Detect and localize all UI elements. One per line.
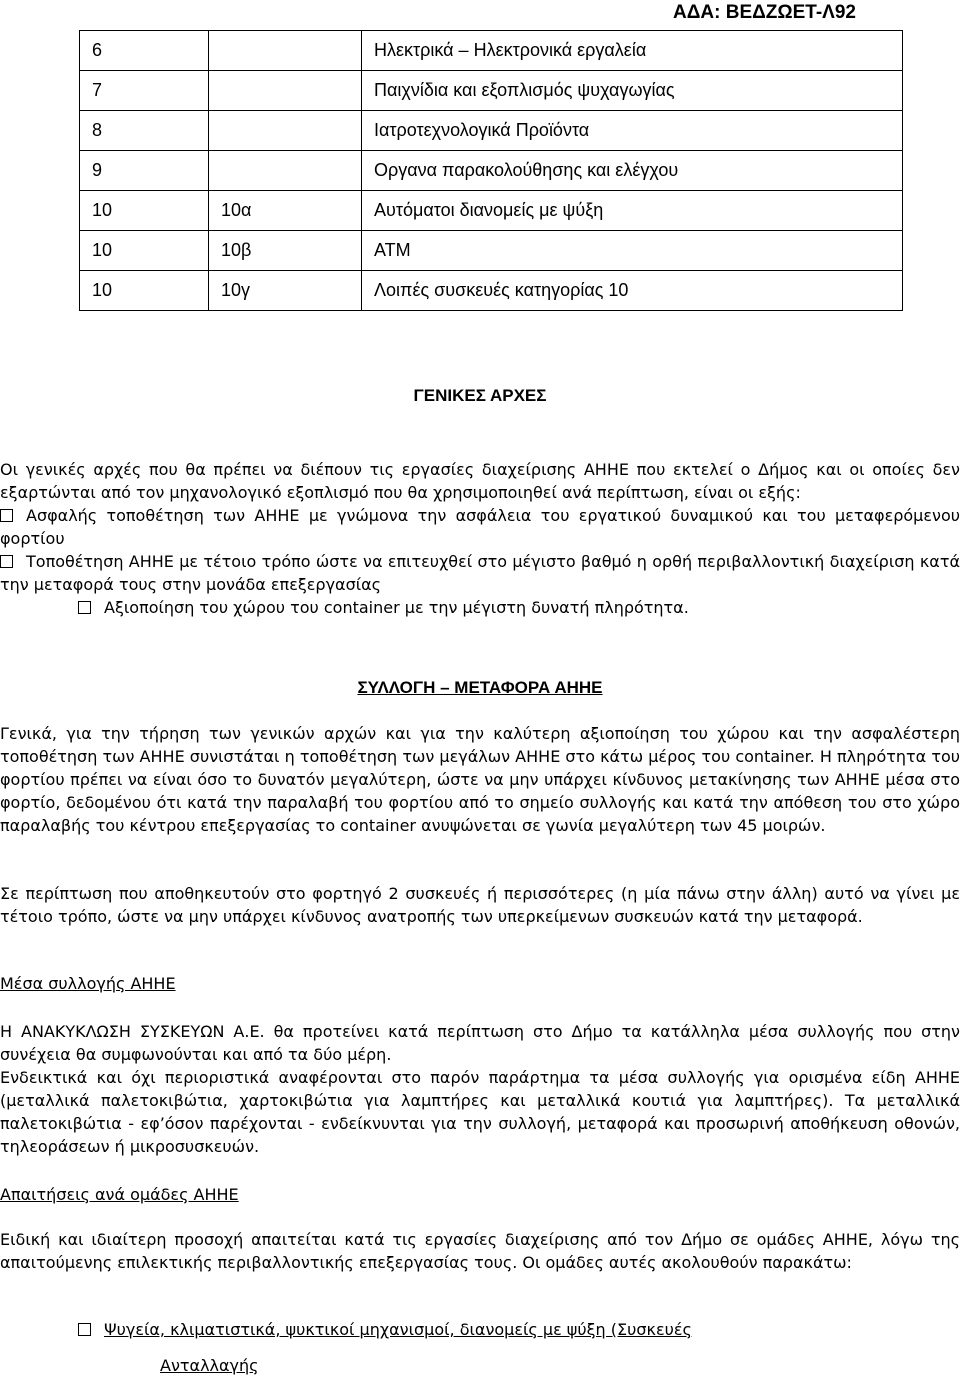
table-cell (209, 31, 362, 71)
table-row (80, 271, 903, 311)
table-cell: 10 (80, 191, 209, 231)
checkbox-bullet-icon (78, 1323, 91, 1336)
table-cell: 10 (80, 271, 209, 311)
general-principles-title: ΓΕΝΙΚΕΣ ΑΡΧΕΣ (413, 386, 547, 405)
table-cell: 6 (80, 31, 209, 71)
table-cell: Ιατροτεχνολογικά Προϊόντα (362, 111, 903, 151)
ada-code: ΑΔΑ: ΒΕΔΖΩΕΤ-Λ92 (673, 2, 856, 23)
collection-means-title: Μέσα συλλογής ΑΗΗΕ (0, 974, 176, 993)
table-row (80, 31, 903, 71)
bullet-item-2: Τοποθέτηση ΑΗΗΕ με τέτοιο τρόπο ώστε να επιτευχθεί στο μέγιστο βαθμό η ορθή περιβαλλοντική διαχείριση κατά την μεταφορά τους στην μονάδα επεξεργασίας (0, 552, 960, 594)
bullet-item-1: Ασφαλής τοποθέτηση των ΑΗΗΕ με γνώμονα την ασφάλεια του εργατικού δυναμικού και του μεταφερόμενου φορτίου (0, 506, 960, 548)
table-cell: 10 (80, 231, 209, 271)
table-cell: Παιχνίδια και εξοπλισμός ψυχαγωγίας (362, 71, 903, 111)
collection-paragraph-2: Σε περίπτωση που αποθηκευτούν στο φορτηγό 2 συσκευές ή περισσότερες (η μία πάνω στην άλλη) αυτό να γίνει με τέτοιο τρόπο, ώστε να μην υπάρχει κίνδυνος ανατροπής των υπερκείμενων συσκευών κατά την μεταφορά. (0, 884, 960, 926)
table-cell: 10α (209, 191, 362, 231)
means-paragraph-1: Η ΑΝΑΚΥΚΛΩΣΗ ΣΥΣΚΕΥΩΝ Α.Ε. θα προτείνει κατά περίπτωση στο Δήμο τα κατάλληλα μέσα συλλογής που στην συνέχεια θα συμφωνούνται και από τα δύο μέρη. (0, 1022, 960, 1064)
table-row (80, 191, 903, 231)
checkbox-bullet-icon (0, 555, 13, 568)
requirements-item-1-cont: Ανταλλαγής (160, 1356, 259, 1375)
table-cell: 8 (80, 111, 209, 151)
requirements-item-1: Ψυγεία, κλιματιστικά, ψυκτικοί μηχανισμοί, διανομείς με ψύξη (Συσκευές (0, 1318, 960, 1341)
table-row (80, 71, 903, 111)
table-cell: Οργανα παρακολούθησης και ελέγχου (362, 151, 903, 191)
category-table (79, 30, 903, 311)
table-cell: 10γ (209, 271, 362, 311)
table-cell: ATM (362, 231, 903, 271)
table-cell: Λοιπές συσκευές κατηγορίας 10 (362, 271, 903, 311)
general-intro: Οι γενικές αρχές που θα πρέπει να διέπουν τις εργασίες διαχείρισης ΑΗΗΕ που εκτελεί ο Δήμος και οι οποίες δεν εξαρτώνται από τον μηχανολογικό εξοπλισμό που θα χρησιμοποιηθεί ανά περίπτωση, είναι οι εξής: (0, 460, 960, 502)
table-row (80, 231, 903, 271)
requirements-paragraph: Ειδική και ιδιαίτερη προσοχή απαιτείται κατά τις εργασίες διαχείρισης από τον Δήμο σε ομάδες ΑΗΗΕ, λόγω της απαιτούμενης επιλεκτικής περιβαλλοντικής επεξεργασίας τους. Οι ομάδες αυτές ακολουθούν παρακάτω: (0, 1230, 960, 1272)
requirements-title: Απαιτήσεις ανά ομάδες ΑΗΗΕ (0, 1185, 239, 1204)
table-cell: 7 (80, 71, 209, 111)
collection-paragraph-1: Γενικά, για την τήρηση των γενικών αρχών και για την καλύτερη αξιοποίηση του χώρου και την ασφαλέστερη τοποθέτηση των ΑΗΗΕ συνιστάται η τοποθέτηση των μεγάλων ΑΗΗΕ στο κάτω μέρος του container. Η πληρότητα του φορτίου πρέπει να είναι όσο το δυνατόν μεγαλύτερη, ώστε να μην υπάρχει κίνδυνος μετακίνησης των ΑΗΗΕ μέσα στο φορτίο, δεδομένου ότι κατά την παραλαβή του φορτίου από το σημείο συλλογής και κατά την απόθεση του στο χώρο παραλαβής του κέντρου επεξεργασίας το container ανυψώνεται σε γωνία μεγαλύτερη των 45 μοιρών. (0, 724, 960, 835)
checkbox-bullet-icon (0, 509, 13, 522)
checkbox-bullet-icon (78, 601, 91, 614)
collection-transport-title: ΣΥΛΛΟΓΗ – ΜΕΤΑΦΟΡΑ ΑΗΗΕ (357, 678, 603, 697)
table-cell: 9 (80, 151, 209, 191)
table-cell: Ηλεκτρικά – Ηλεκτρονικά εργαλεία (362, 31, 903, 71)
table-row (80, 111, 903, 151)
table-cell (209, 111, 362, 151)
table-cell (209, 151, 362, 191)
table-cell (209, 71, 362, 111)
table-cell: Αυτόματοι διανομείς με ψύξη (362, 191, 903, 231)
table-row (80, 151, 903, 191)
bullet-item-3: Αξιοποίηση του χώρου του container με την μέγιστη δυνατή πληρότητα. (0, 596, 960, 619)
means-paragraph-2: Ενδεικτικά και όχι περιοριστικά αναφέρονται στο παρόν παράρτημα τα μέσα συλλογής για ορισμένα είδη ΑΗΗΕ (μεταλλικά παλετοκιβώτια, χαρτοκιβώτια για λαμπτήρες και μεταλλικά κουτιά για λαμπτήρες). Τα μεταλλικά παλετοκιβώτια - εφ’όσον παρέχονται - ενδείκνυνται για την συλλογή, μεταφορά και προσωρινή αποθήκευση οθονών, τηλεοράσεων ή μικροσυσκευών. (0, 1068, 960, 1156)
table-cell: 10β (209, 231, 362, 271)
